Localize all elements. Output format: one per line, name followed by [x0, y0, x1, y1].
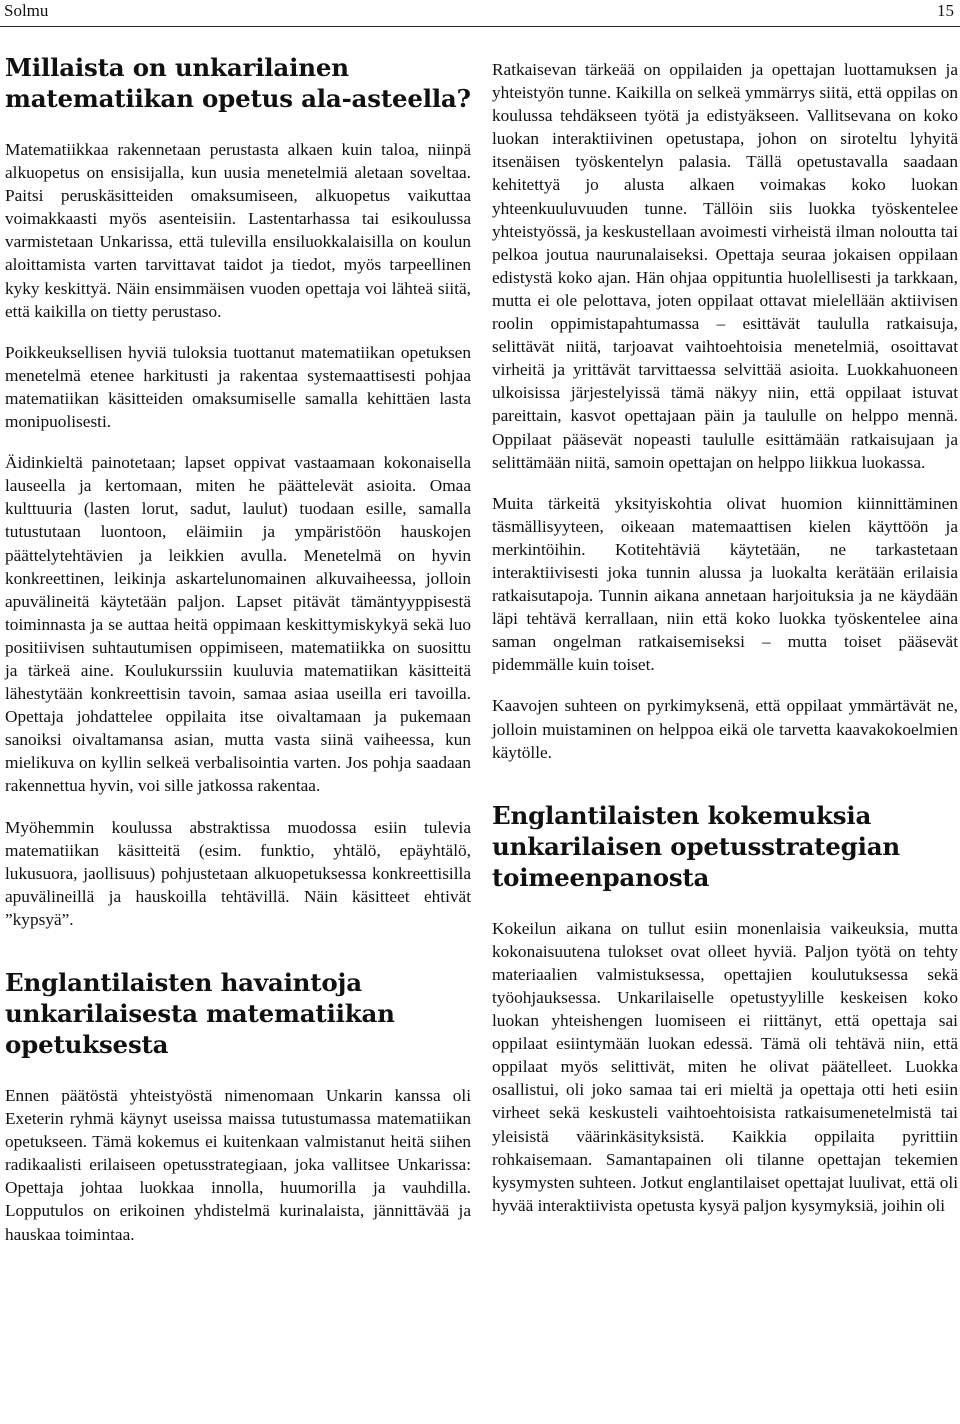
paragraph: Kokeilun aikana on tullut esiin monenlaisia vaikeuksia, mutta kokonaisuutena tulokset ovat olleet hyviä. Paljon työtä on tehty materiaalien valmistuksessa, opettajien koulutuksessa sekä työohjauksessa. Unkarilaiselle opetustyylille keskeisen koko luokan yhteishengen luomiseen ei riittänyt, että opettaja sai oppilaat esiintymään luokan edessä. Tämä oli tehtävä niin, että oppilaat myös selittivät, miten he olivat päätelleet. Luokka osallistui, oli joko samaa tai eri mieltä ja opettaja otti heti esiin virheet sekä keskusteli vaihtoehtoisista ratkaisumenetelmistä tai yleisistä väärinkäsityksistä. Kaikkia oppilaita pyrittiin rohkaisemaan. Samantapainen oli tilanne opettajan tekemien kysymysten suhteen. Jotkut englantilaiset opettajat luulivat, että oli hyvää interaktiivista opetusta kysyä paljon kysymyksiä, joihin oli — [492, 918, 958, 1215]
section-heading-english-observations: Englantilaisten havaintoja unkarilaisesta matematiikan opetuksesta — [5, 968, 395, 1059]
paragraph: Ratkaisevan tärkeää on oppilaiden ja opettajan luottamuksen ja yhteistyön tunne. Kaikilla on selkeä ymmärrys siitä, että oppilas on koulussa tehdäkseen työtä ja edistyäkseen. Vallitsevana on koko luokan interaktiivinen opetustapa, johon on siroteltu lyhyitä itsenäisen työskentelyn palasia. Tällä opetustavalla saadaan kehitettyä jo alusta alkaen voimakas koko luokan yhteenkuuluvuuden tunne. Tällöin siis luokka työskentelee yhteistyössä, ja keskustellaan avoimesti virheistä ilman nolouttа tai pelkoa joutua naurunalaiseksi. Opettaja seuraa jokaisen oppilaan edistystä koko ajan. Hän ohjaa oppituntia huolellisesti ja tarkkaan, mutta ei ole pelottava, joten oppilaat ottavat mielellään aktiivisen roolin oppimistapahtumassa – esittävät taululla ratkaisuja, selittävät niitä, tarjoavat vaihtoehtoisia menetelmiä, osoittavat virheitä ja yrittävät tarvittaessa selvittää asioita. Luokkahuoneen ulkoisissa järjestelyissä tämä näkyy niin, että oppilaat istuvat pareittain, kasvot opettajaan päin ja taululle on helppo mennä. Oppilaat pääsevät nopeasti taululle esittämään ratkaisujaan ja selittämään niitä, samoin opettajan on helppo liikkua luokassa. — [492, 60, 958, 472]
paragraph: Myöhemmin koulussa abstraktissa muodossa esiin tulevia matematiikan käsitteitä (esim. funktio, yhtälö, epäyhtälö, lukusuora, jaollisuus) pohjustetaan alkuopetuksessa konkreettisilla apuvälineillä ja hauskoilla tehtävillä. Näin käsitteet ehtivät ”kypsyä”. — [5, 817, 471, 929]
section-heading-english-experiences: Englantilaisten kokemuksia unkarilaisen opetusstrategian toimeenpanosta — [492, 800, 901, 892]
paragraph: Matematiikkaa rakennetaan perustasta alkaen kuin taloa, niinpä alkuopetus on ensisijalla, kun uusia menetelmiä aletaan soveltaa. Paitsi peruskäsitteiden omaksumiseen, alkuopetus vaikuttaa voimakkaasti myös asenteisiin. Lastentarhassa tai esikoulussa varmistetaan Unkarissa, että tulevilla ensiluokkalaisilla on koulun aloittamista varten tarvittavat taidot ja tiedot, myös tarpeellinen kyky keskittyä. Näin ensimmäisen vuoden opettaja voi lähteä siitä, että kaikilla on tietty perustaso. — [5, 140, 471, 321]
journal-name: Solmu — [4, 1, 49, 20]
section-heading-hungarian-teaching: Millaista on unkarilainen matematiikan opetus ala-asteella? — [5, 53, 471, 113]
paragraph: Poikkeuksellisen hyviä tuloksia tuottanut matematiikan opetuksen menetelmä etenee harkitusti ja rakentaa systemaattisesti pohjaa matematiikan käsitteiden omaksumiselle samalla kehittäen lasta monipuolisesti. — [5, 342, 471, 432]
paragraph: Kaavojen suhteen on pyrkimyksenä, että oppilaat ymmärtävät ne, jolloin muistaminen on helppoa eikä ole tarvetta kaavakokoelmien käytölle. — [492, 696, 958, 762]
page-number: 15 — [937, 1, 954, 20]
running-header — [0, 0, 960, 27]
paragraph: Ennen päätöstä yhteistyöstä nimenomaan Unkarin kanssa oli Exeterin ryhmä käynyt useissa maissa tutustumassa matematiikan opetukseen. Tämä kokemus ei kuitenkaan valmistanut heitä siihen radikaalisti erilaiseen opetusstrategiaan, joka vallitsee Unkarissa: Opettaja johtaa luokkaa innolla, huumorilla ja vauhdilla. Lopputulos on erikoinen yhdistelmä kurinalaista, jännittävää ja hauskaa toimintaa. — [5, 1086, 471, 1244]
left-column — [5, 52, 471, 1246]
right-column — [492, 58, 958, 1217]
paragraph: Muita tärkeitä yksityiskohtia olivat huomion kiinnittäminen täsmällisyyteen, oikeaan matemaattisen kielen käyttöön ja merkintöihin. Kotitehtäviä käytetään, ne tarkastetaan interaktiivisesti joka tunnin alussa ja luokalta kerätään erilaisia ratkaisutapoja. Tunnin aikana annetaan harjoituksia ja ne käydään läpi tehtävä kerrallaan, niin että koko luokka työskentelee aina saman ongelman ratkaisemiseksi – mutta toiset pääsevät pidemmälle kuin toiset. — [492, 493, 958, 675]
paragraph: Äidinkieltä painotetaan; lapset oppivat vastaamaan kokonaisella lauseella ja kertomaan, miten he päättelevät asioita. Omaa kulttuuria (lasten lorut, sadut, laulut) tuodaan esille, samalla tutustutaan luontoon, eläimiin ja ympäristöön hauskojen päättelytehtävien ja leikkien avulla. Menetelmä on hyvin konkreettinen, leikinja askartelunomainen alkuvaiheessa, jolloin apuvälineitä käytetään paljon. Lapset pitävät tämäntyyppisestä toiminnasta ja se auttaa heitä oppimaan keskittymiskykyä sekä luo positiivisen suhtautumisen oppimiseen, matematiikka on suosittu ja tärkeä aine. Koulukurssiin kuuluvia matematiikan käsitteitä lähestytään konkreettisin tavoin, samaa asiaa useilla eri tavoilla. Opettaja johdattelee oppilaita itse oivaltamaan ja pukemaan sanoiksi oivaltamansa asian, mutta vasta siinä vaiheessa, kun mielikuva on kyllin selkeä verbalisointia varten. Jos pohja saadaan rakennettua hyvin, voi sille jatkossa rakentaa. — [5, 453, 471, 796]
